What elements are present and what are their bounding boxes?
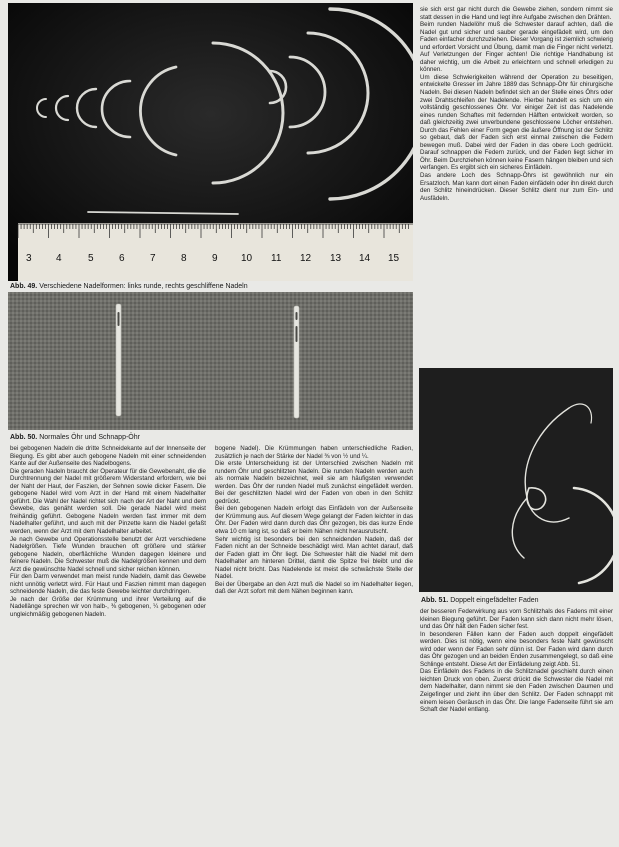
figure-label: Abb. 49. bbox=[10, 283, 38, 290]
paragraph: In besonderen Fällen kann der Faden auch doppelt eingefädelt werden. Dies ist nötig, wenn eine besonders feste Naht gewünscht wird oder wenn der Faden sehr dünn ist. Der Faden wird dann durch das Öhr gezogen und an beiden Enden zusammengelegt, so daß eine Schlinge entsteht. Diese Art der Einfädelung zeigt Abb. 51. bbox=[420, 630, 613, 668]
figure-caption-text: Verschiedene Nadelformen: links runde, rechts geschliffene Nadeln bbox=[39, 283, 248, 290]
threaded-needle-photo bbox=[419, 368, 613, 592]
figure-label: Abb. 50. bbox=[10, 434, 38, 441]
paragraph: bogene Nadel). Die Krümmungen haben unterschiedliche Radien, zusätzlich je nach der Stärke der Nadel ⅜ von ½ und ¼. bbox=[215, 445, 413, 460]
paragraph: Bei der Übergabe an den Arzt muß die Nadel so im Nadelhalter liegen, daß der Arzt sofort mit dem Nähen beginnen kann. bbox=[215, 580, 413, 596]
ruler-number: 8 bbox=[181, 253, 187, 264]
paragraph: sie sich erst gar nicht durch die Gewebe ziehen, sondern nimmt sie statt dessen in die Hand und legt ihre Aufgabe zwischen den Drähten. bbox=[420, 6, 613, 21]
figure-caption-text: Normales Öhr und Schnapp-Öhr bbox=[39, 434, 140, 441]
ruler-number: 6 bbox=[119, 253, 125, 264]
figure-49-caption bbox=[10, 283, 248, 290]
ruler-number: 14 bbox=[359, 253, 371, 264]
ruler-number: 10 bbox=[241, 253, 253, 264]
needle-arcs-drawing bbox=[8, 3, 413, 281]
figure-51-caption bbox=[421, 597, 539, 604]
right-column-top-text bbox=[420, 6, 613, 358]
paragraph: Sehr wichtig ist besonders bei den schneidenden Nadeln, daß der Faden nicht an der Schneide beschädigt wird. Man achtet darauf, daß der Faden glatt im Öhr liegt. Die Schwester hält die Nadel mit dem Nadelhalter am hinteren Drittel, damit die Spitze frei bleibt und die Nadel nicht bricht. Das Nadelende ist meist die schwächste Stelle der Nadel. bbox=[215, 535, 413, 581]
ruler-number: 15 bbox=[388, 253, 400, 264]
ruler-number: 3 bbox=[26, 253, 32, 264]
paragraph: Für den Darm verwendet man meist runde Nadeln, damit das Gewebe nicht unnötig verletzt wird. Für Haut und Faszien nimmt man dagegen schneidende Nadeln, die das feste Gewebe leichter durchdringen. bbox=[10, 573, 206, 596]
middle-column-text bbox=[215, 445, 413, 843]
figure-50-caption bbox=[10, 434, 140, 441]
paragraph: Um diese Schwierigkeiten während der Operation zu beseitigen, entwickelte Gresser im Jahre 1889 das Schnapp-Öhr für chirurgische Nadeln. Bei diesen Nadeln befindet sich an der Stelle eines Öhrs oder zwei Drahtschleifen der Nadelende. Hierbei handelt es sich um ein vollständig geschlossenes Öhr. Vor einiger Zeit ist das Nadelende eines runden Schaftes mit federnden Hälften entwickelt worden, so daß gleichzeitig zwei unverbundene geschlossene Löcher entstehen. Durch das Fehlen einer Form gegen die äußere Öffnung ist der Schlitz so gebaut, daß der Faden sich erst einmal zwischen die Federn bewegen muß. Dabei wird der Faden in das obere Loch gedrückt. Darauf schnappen die Federn zurück, und der Faden liegt sicher im Öhr. Beim Durchziehen können keine Fasern hängen bleiben und sich verfangen. Es ergibt sich ein sicheres Einfädeln. bbox=[420, 73, 613, 172]
right-column-bottom-text bbox=[420, 608, 613, 843]
ruler-number: 7 bbox=[150, 253, 156, 264]
paragraph: Die geraden Nadeln braucht der Operateur für die Gewebenaht, die die Durchtrennung der Nadel mit größerem Widerstand erfordern, wie bei der Naht der Haut, der Faszien, der Sehnen sowie dicker Fasern. Die gebogene Nadel wird vom Arzt in der Hand mit einem Nadelhalter geführt. Die Wahl der Nadel richtet sich nach der Art der Naht und dem Gewebe, das genäht werden soll. Die gerade Nadel wird meist freihändig geführt. Gebogene Nadeln werden fast immer mit dem Nadelhalter geführt, und auch mit der Pinzette kann die Nadel gefaßt werden, wenn der Arzt mit dem Nadelhalter arbeitet. bbox=[10, 467, 206, 536]
threaded-needle-drawing bbox=[419, 368, 613, 592]
ruler-number: 11 bbox=[271, 253, 282, 264]
figure-caption-text: Doppelt eingefädelter Faden bbox=[450, 597, 539, 604]
figure-label: Abb. 51. bbox=[421, 597, 449, 604]
needle-eyes-photo bbox=[8, 292, 413, 430]
paragraph: Je nach der Größe der Krümmung und ihrer Verteilung auf die Nadellänge sprechen wir von halb-, ⅜ gebogenen, ¼ gebogenen oder ungleichmäßig gebogenen Nadeln. bbox=[10, 595, 206, 619]
paragraph: Das Einfädeln des Fadens in die Schlitznadel geschieht durch einen leichten Druck von oben. Zuerst drückt die Schwester die Nadel mit dem Nadelhalter, dann nimmt sie den Faden zwischen Daumen und Zeigefinger und zieht ihn über den Schlitz. Der Faden schnappt mit einem leisen Geräusch in das Öhr. Die lange Fadenseite führt sie am Schaft der Nadel entlang. bbox=[420, 668, 613, 714]
paragraph: Beim runden Nadelöhr muß die Schwester darauf achten, daß die Nadel gut und sicher und sauber gerade eingefädelt wird, um den Faden einfacher durchzuziehen. Dieser Vorgang ist ziemlich schwierig und erfordert Vorsicht und Übung, damit man die Finger nicht verletzt. Auf Verletzungen der Finger achten! Die richtige Handhabung ist daher wichtig, um die Arbeit zu erleichtern und schnell erledigen zu können. bbox=[420, 21, 613, 74]
ruler-number: 13 bbox=[330, 253, 342, 264]
needle-forms-photo bbox=[8, 3, 413, 281]
paragraph: Das andere Loch des Schnapp-Öhrs ist gewöhnlich nur ein Ersatzloch. Man kann dort einen Faden einfädeln oder ihn direkt durch den Schlitz hineindrücken. Dieser Schlitz dient nur zum Ein- und Ausfädeln. bbox=[420, 172, 613, 202]
paragraph: bei gebogenen Nadeln die dritte Schneidekante auf der Innenseite der Biegung. Es gibt aber auch gebogene Nadeln mit einer schneidenden Kante auf der Außenseite des Nadelbogens. bbox=[10, 445, 206, 468]
ruler-number: 5 bbox=[88, 253, 94, 264]
paragraph: Bei den gebogenen Nadeln erfolgt das Einfädeln von der Außenseite der Krümmung aus. Auf diesem Wege gelangt der Faden leichter in das Öhr. Der Faden wird dann durch das Öhr gezogen, bis das kurze Ende etwa 10 cm lang ist, so daß er beim Nähen nicht herausrutscht. bbox=[215, 505, 413, 536]
ruler-number: 12 bbox=[300, 253, 312, 264]
paragraph: der besseren Federwirkung aus vorn Schlitzhals des Fadens mit einer kleinen Biegung geführt. Der Faden kann sich dann nicht mehr lösen, und das Öhr hält den Faden sicher fest. bbox=[420, 608, 613, 631]
ruler-number: 9 bbox=[212, 253, 218, 264]
paragraph: Die erste Unterscheidung ist der Unterschied zwischen Nadeln mit rundem Öhr und geschlitzten Nadeln. Die runden Nadeln werden auch als normale Nadeln bezeichnet, weil sie am häufigsten verwendet werden. Das Öhr der runden Nadel muß zunächst eingefädelt werden. Bei der geschlitzten Nadel wird der Faden von oben in den Schlitz gedrückt. bbox=[215, 460, 413, 505]
needle-eyes-drawing bbox=[8, 292, 413, 430]
left-column-text bbox=[10, 445, 206, 843]
paragraph: Je nach Gewebe und Operationsstelle benutzt der Arzt verschiedene Nadelgrößen. Tiefe Wunden brauchen oft größere und stärker gebogene Nadeln, oberflächliche Wunden dagegen kleinere und feinere Nadeln. Die Schwester muß die Nadelgrößen kennen und dem Arzt die gewünschte Nadel schnell und sicher reichen können. bbox=[10, 535, 206, 573]
ruler-number: 4 bbox=[56, 253, 62, 264]
